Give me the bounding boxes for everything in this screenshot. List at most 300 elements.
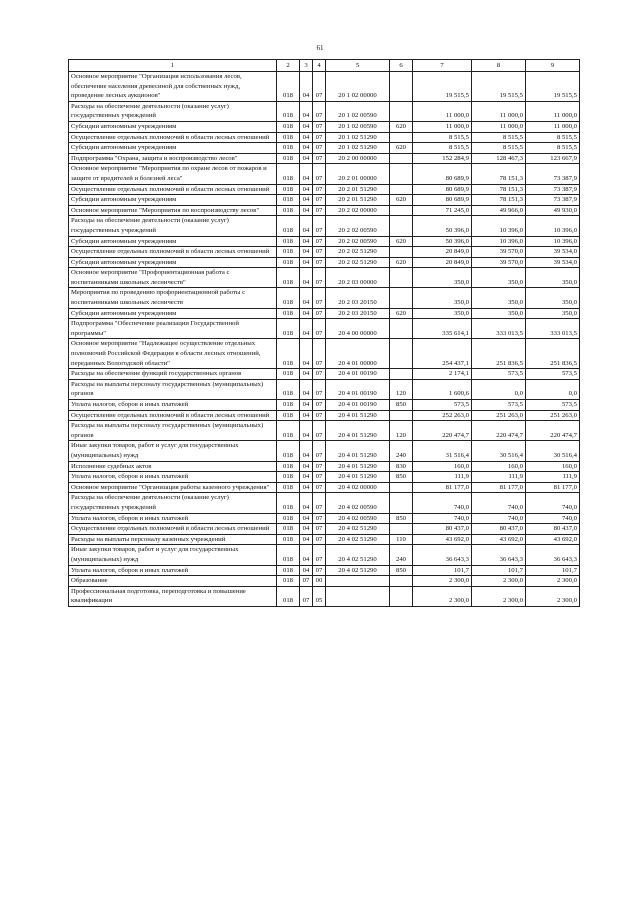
ministry-code: 018 (277, 545, 300, 565)
amount-col-9: 0,0 (526, 379, 580, 399)
amount-col-9: 10 396,0 (526, 216, 580, 236)
expense-type-code: 620 (390, 121, 413, 132)
amount-col-7: 31 516,4 (413, 441, 472, 461)
amount-col-7: 80 437,0 (413, 524, 472, 535)
row-name: Осуществление отдельных полномочий в области лесных отношений (69, 184, 277, 195)
section-code: 04 (300, 288, 313, 308)
expense-type-code (390, 288, 413, 308)
amount-col-7: 254 437,1 (413, 339, 472, 369)
amount-col-7: 80 689,9 (413, 195, 472, 206)
table-row (69, 268, 580, 288)
amount-col-7: 8 515,5 (413, 143, 472, 154)
amount-col-8: 2 300,0 (472, 576, 526, 587)
section-code: 04 (300, 410, 313, 421)
amount-col-7: 220 474,7 (413, 421, 472, 441)
amount-col-7: 71 245,0 (413, 205, 472, 216)
ministry-code: 018 (277, 268, 300, 288)
column-header: 4 (313, 60, 326, 72)
subsection-code: 07 (313, 421, 326, 441)
subsection-code: 07 (313, 72, 326, 102)
ministry-code: 018 (277, 586, 300, 606)
table-row (69, 534, 580, 545)
ministry-code: 018 (277, 565, 300, 576)
amount-col-8: 350,0 (472, 308, 526, 319)
amount-col-7: 11 000,0 (413, 101, 472, 121)
column-header: 8 (472, 60, 526, 72)
ministry-code: 018 (277, 513, 300, 524)
section-code: 04 (300, 513, 313, 524)
section-code: 04 (300, 121, 313, 132)
subsection-code: 07 (313, 410, 326, 421)
target-article-code (326, 576, 390, 587)
amount-col-8: 160,0 (472, 461, 526, 472)
expense-type-code (390, 482, 413, 493)
amount-col-7: 335 614,1 (413, 319, 472, 339)
target-article-code: 20 4 01 51290 (326, 461, 390, 472)
ministry-code: 018 (277, 236, 300, 247)
expense-type-code: 120 (390, 421, 413, 441)
expense-type-code (390, 132, 413, 143)
amount-col-8: 251 263,0 (472, 410, 526, 421)
expense-type-code (390, 268, 413, 288)
section-code: 04 (300, 216, 313, 236)
ministry-code: 018 (277, 143, 300, 154)
row-name: Уплата налогов, сборов и иных платежей (69, 400, 277, 411)
expense-type-code (390, 586, 413, 606)
amount-col-9: 8 515,5 (526, 143, 580, 154)
amount-col-9: 350,0 (526, 308, 580, 319)
section-code: 04 (300, 184, 313, 195)
target-article-code: 20 2 01 00000 (326, 164, 390, 184)
row-name: Расходы на обеспечение деятельности (оказание услуг) государственных учреждений (69, 216, 277, 236)
section-code: 04 (300, 195, 313, 206)
amount-col-7: 50 396,0 (413, 236, 472, 247)
subsection-code: 07 (313, 101, 326, 121)
amount-col-8: 740,0 (472, 513, 526, 524)
column-header: 7 (413, 60, 472, 72)
amount-col-9: 19 515,5 (526, 72, 580, 102)
table-row (69, 545, 580, 565)
row-name: Расходы на выплаты персоналу казенных учреждений (69, 534, 277, 545)
section-code: 04 (300, 153, 313, 164)
amount-col-8: 43 692,0 (472, 534, 526, 545)
section-code: 04 (300, 421, 313, 441)
subsection-code: 07 (313, 268, 326, 288)
subsection-code: 07 (313, 513, 326, 524)
table-row (69, 461, 580, 472)
ministry-code: 018 (277, 472, 300, 483)
subsection-code: 07 (313, 441, 326, 461)
subsection-code: 07 (313, 472, 326, 483)
amount-col-7: 350,0 (413, 288, 472, 308)
amount-col-9: 740,0 (526, 513, 580, 524)
expense-type-code: 850 (390, 513, 413, 524)
subsection-code: 07 (313, 288, 326, 308)
table-row (69, 288, 580, 308)
table-row (69, 236, 580, 247)
target-article-code: 20 4 01 00000 (326, 339, 390, 369)
subsection-code: 07 (313, 216, 326, 236)
row-name: Расходы на обеспечение деятельности (оказание услуг) государственных учреждений (69, 493, 277, 513)
amount-col-9: 251 836,5 (526, 339, 580, 369)
row-name: Расходы на выплаты персоналу государственных (муниципальных) органов (69, 379, 277, 399)
section-code: 04 (300, 268, 313, 288)
amount-col-7: 111,9 (413, 472, 472, 483)
amount-col-7: 101,7 (413, 565, 472, 576)
subsection-code: 07 (313, 482, 326, 493)
subsection-code: 07 (313, 184, 326, 195)
amount-col-8: 36 643,3 (472, 545, 526, 565)
target-article-code: 20 4 01 51290 (326, 410, 390, 421)
ministry-code: 018 (277, 369, 300, 380)
subsection-code: 07 (313, 143, 326, 154)
row-name: Уплата налогов, сборов и иных платежей (69, 472, 277, 483)
row-name: Основное мероприятие "Надлежащее осуществление отдельных полномочий Российской Федерации в области лесных отношений, переданных Вологодской области" (69, 339, 277, 369)
expense-type-code: 850 (390, 565, 413, 576)
ministry-code: 018 (277, 247, 300, 258)
amount-col-9: 81 177,0 (526, 482, 580, 493)
table-row (69, 524, 580, 535)
target-article-code: 20 1 02 51290 (326, 132, 390, 143)
section-code: 04 (300, 369, 313, 380)
ministry-code: 018 (277, 339, 300, 369)
amount-col-8: 350,0 (472, 268, 526, 288)
ministry-code: 018 (277, 195, 300, 206)
section-code: 04 (300, 132, 313, 143)
amount-col-7: 20 849,0 (413, 257, 472, 268)
target-article-code: 20 4 02 51290 (326, 524, 390, 535)
amount-col-9: 101,7 (526, 565, 580, 576)
amount-col-7: 2 174,1 (413, 369, 472, 380)
target-article-code: 20 4 01 51290 (326, 421, 390, 441)
table-row (69, 205, 580, 216)
expense-type-code: 620 (390, 308, 413, 319)
amount-col-9: 111,9 (526, 472, 580, 483)
target-article-code: 20 2 03 20150 (326, 288, 390, 308)
column-header: 6 (390, 60, 413, 72)
section-code: 07 (300, 576, 313, 587)
section-code: 04 (300, 545, 313, 565)
target-article-code: 20 4 01 00190 (326, 379, 390, 399)
row-name: Субсидии автономным учреждениям (69, 308, 277, 319)
amount-col-9: 2 300,0 (526, 576, 580, 587)
row-name: Осуществление отдельных полномочий в области лесных отношений (69, 410, 277, 421)
amount-col-8: 8 515,5 (472, 132, 526, 143)
subsection-code: 07 (313, 524, 326, 535)
expense-type-code (390, 205, 413, 216)
table-row (69, 339, 580, 369)
amount-col-8: 11 000,0 (472, 121, 526, 132)
section-code: 04 (300, 101, 313, 121)
amount-col-8: 78 151,3 (472, 164, 526, 184)
row-name: Основное мероприятие "Организация использования лесов, обеспечение населения древесиной для собственных нужд, проведение лесных аукционов" (69, 72, 277, 102)
amount-col-7: 160,0 (413, 461, 472, 472)
subsection-code: 00 (313, 576, 326, 587)
subsection-code: 07 (313, 400, 326, 411)
ministry-code: 018 (277, 410, 300, 421)
table-row (69, 257, 580, 268)
amount-col-9: 8 515,5 (526, 132, 580, 143)
amount-col-7: 1 600,6 (413, 379, 472, 399)
target-article-code: 20 4 02 00590 (326, 513, 390, 524)
amount-col-7: 19 515,5 (413, 72, 472, 102)
table-row (69, 132, 580, 143)
row-name: Осуществление отдельных полномочий в области лесных отношений (69, 132, 277, 143)
row-name: Профессиональная подготовка, переподготовка и повышение квалификации (69, 586, 277, 606)
amount-col-9: 10 396,0 (526, 236, 580, 247)
expense-type-code: 850 (390, 400, 413, 411)
amount-col-7: 2 300,0 (413, 586, 472, 606)
subsection-code: 07 (313, 339, 326, 369)
table-row (69, 482, 580, 493)
table-row (69, 369, 580, 380)
amount-col-8: 8 515,5 (472, 143, 526, 154)
subsection-code: 07 (313, 369, 326, 380)
amount-col-8: 78 151,3 (472, 195, 526, 206)
target-article-code: 20 4 02 51290 (326, 545, 390, 565)
expense-type-code: 850 (390, 472, 413, 483)
section-code: 04 (300, 524, 313, 535)
table-row (69, 184, 580, 195)
table-row (69, 319, 580, 339)
row-name: Расходы на обеспечение функций государственных органов (69, 369, 277, 380)
section-code: 04 (300, 565, 313, 576)
amount-col-8: 0,0 (472, 379, 526, 399)
subsection-code: 07 (313, 534, 326, 545)
row-name: Подпрограмма "Охрана, защита и воспроизводство лесов" (69, 153, 277, 164)
table-row (69, 121, 580, 132)
section-code: 04 (300, 319, 313, 339)
target-article-code: 20 2 03 20150 (326, 308, 390, 319)
amount-col-7: 350,0 (413, 268, 472, 288)
amount-col-8: 11 000,0 (472, 101, 526, 121)
amount-col-7: 252 263,0 (413, 410, 472, 421)
budget-table (68, 59, 580, 607)
target-article-code: 20 2 03 00000 (326, 268, 390, 288)
section-code: 04 (300, 143, 313, 154)
row-name: Уплата налогов, сборов и иных платежей (69, 565, 277, 576)
subsection-code: 07 (313, 247, 326, 258)
target-article-code: 20 2 01 51290 (326, 184, 390, 195)
amount-col-9: 49 930,0 (526, 205, 580, 216)
expense-type-code (390, 101, 413, 121)
subsection-code: 07 (313, 257, 326, 268)
expense-type-code: 110 (390, 534, 413, 545)
amount-col-9: 123 667,9 (526, 153, 580, 164)
amount-col-9: 39 534,0 (526, 247, 580, 258)
row-name: Субсидии автономным учреждениям (69, 195, 277, 206)
expense-type-code (390, 576, 413, 587)
table-row (69, 421, 580, 441)
amount-col-7: 81 177,0 (413, 482, 472, 493)
table-row (69, 576, 580, 587)
table-row (69, 379, 580, 399)
subsection-code: 07 (313, 164, 326, 184)
amount-col-8: 39 570,0 (472, 247, 526, 258)
table-row (69, 586, 580, 606)
column-header: 5 (326, 60, 390, 72)
section-code: 04 (300, 308, 313, 319)
row-name: Субсидии автономным учреждениям (69, 143, 277, 154)
section-code: 04 (300, 441, 313, 461)
amount-col-9: 220 474,7 (526, 421, 580, 441)
target-article-code: 20 4 01 00190 (326, 369, 390, 380)
amount-col-9: 73 387,9 (526, 195, 580, 206)
table-row (69, 195, 580, 206)
amount-col-7: 350,0 (413, 308, 472, 319)
row-name: Основное мероприятие "Профориентационная работа с воспитанниками школьных лесничеств" (69, 268, 277, 288)
target-article-code: 20 4 02 00590 (326, 493, 390, 513)
ministry-code: 018 (277, 257, 300, 268)
expense-type-code (390, 410, 413, 421)
section-code: 04 (300, 72, 313, 102)
expense-type-code: 830 (390, 461, 413, 472)
ministry-code: 018 (277, 121, 300, 132)
amount-col-8: 111,9 (472, 472, 526, 483)
subsection-code: 07 (313, 195, 326, 206)
table-row (69, 153, 580, 164)
amount-col-8: 573,5 (472, 369, 526, 380)
amount-col-7: 740,0 (413, 513, 472, 524)
subsection-code: 07 (313, 461, 326, 472)
amount-col-8: 740,0 (472, 493, 526, 513)
amount-col-8: 333 013,5 (472, 319, 526, 339)
ministry-code: 018 (277, 400, 300, 411)
amount-col-8: 39 570,0 (472, 257, 526, 268)
ministry-code: 018 (277, 184, 300, 195)
amount-col-9: 2 300,0 (526, 586, 580, 606)
section-code: 04 (300, 493, 313, 513)
ministry-code: 018 (277, 493, 300, 513)
table-row (69, 308, 580, 319)
row-name: Основное мероприятие "Мероприятия по охране лесов от пожаров и защите от вредителей и болезней леса" (69, 164, 277, 184)
target-article-code: 20 4 02 00000 (326, 482, 390, 493)
ministry-code: 018 (277, 153, 300, 164)
subsection-code: 07 (313, 545, 326, 565)
ministry-code: 018 (277, 132, 300, 143)
table-row (69, 441, 580, 461)
amount-col-8: 30 516,4 (472, 441, 526, 461)
amount-col-8: 251 836,5 (472, 339, 526, 369)
target-article-code: 20 2 02 00000 (326, 205, 390, 216)
amount-col-9: 251 263,0 (526, 410, 580, 421)
ministry-code: 018 (277, 205, 300, 216)
amount-col-9: 43 692,0 (526, 534, 580, 545)
target-article-code: 20 2 02 00590 (326, 236, 390, 247)
amount-col-7: 2 300,0 (413, 576, 472, 587)
amount-col-8: 81 177,0 (472, 482, 526, 493)
ministry-code: 018 (277, 524, 300, 535)
amount-col-9: 740,0 (526, 493, 580, 513)
target-article-code: 20 1 02 00590 (326, 121, 390, 132)
subsection-code: 07 (313, 308, 326, 319)
expense-type-code (390, 319, 413, 339)
amount-col-9: 160,0 (526, 461, 580, 472)
amount-col-8: 78 151,3 (472, 184, 526, 195)
row-name: Уплата налогов, сборов и иных платежей (69, 513, 277, 524)
page-number: 61 (316, 44, 324, 52)
amount-col-7: 36 643,3 (413, 545, 472, 565)
table-row (69, 493, 580, 513)
section-code: 07 (300, 586, 313, 606)
target-article-code: 20 1 02 00590 (326, 101, 390, 121)
expense-type-code: 620 (390, 257, 413, 268)
amount-col-7: 573,5 (413, 400, 472, 411)
amount-col-7: 11 000,0 (413, 121, 472, 132)
amount-col-9: 36 643,3 (526, 545, 580, 565)
ministry-code: 018 (277, 482, 300, 493)
amount-col-7: 152 284,9 (413, 153, 472, 164)
amount-col-9: 333 013,5 (526, 319, 580, 339)
table-row (69, 472, 580, 483)
amount-col-8: 2 300,0 (472, 586, 526, 606)
amount-col-7: 80 689,9 (413, 164, 472, 184)
amount-col-7: 50 396,0 (413, 216, 472, 236)
amount-col-9: 573,5 (526, 400, 580, 411)
table-row (69, 410, 580, 421)
table-row (69, 513, 580, 524)
subsection-code: 07 (313, 205, 326, 216)
subsection-code: 07 (313, 319, 326, 339)
target-article-code: 20 4 01 51290 (326, 472, 390, 483)
target-article-code: 20 2 00 00000 (326, 153, 390, 164)
column-header: 2 (277, 60, 300, 72)
row-name: Основное мероприятие "Организация работы казенного учреждения" (69, 482, 277, 493)
amount-col-8: 350,0 (472, 288, 526, 308)
expense-type-code: 620 (390, 195, 413, 206)
target-article-code: 20 2 02 51290 (326, 257, 390, 268)
row-name: Исполнение судебных актов (69, 461, 277, 472)
expense-type-code: 240 (390, 545, 413, 565)
section-code: 04 (300, 164, 313, 184)
amount-col-8: 10 396,0 (472, 236, 526, 247)
target-article-code: 20 4 00 00000 (326, 319, 390, 339)
expense-type-code (390, 524, 413, 535)
amount-col-8: 220 474,7 (472, 421, 526, 441)
row-name: Расходы на обеспечение деятельности (оказание услуг) государственных учреждений (69, 101, 277, 121)
section-code: 04 (300, 257, 313, 268)
table-body (69, 72, 580, 607)
target-article-code: 20 2 02 00590 (326, 216, 390, 236)
section-code: 04 (300, 400, 313, 411)
target-article-code: 20 1 02 00000 (326, 72, 390, 102)
amount-col-9: 39 534,0 (526, 257, 580, 268)
amount-col-8: 49 966,0 (472, 205, 526, 216)
amount-col-8: 101,7 (472, 565, 526, 576)
expense-type-code (390, 153, 413, 164)
subsection-code: 07 (313, 132, 326, 143)
table-row (69, 400, 580, 411)
table-row (69, 72, 580, 102)
table-row (69, 216, 580, 236)
section-code: 04 (300, 461, 313, 472)
section-code: 04 (300, 534, 313, 545)
row-name: Основное мероприятие "Мероприятия по воспроизводству лесов" (69, 205, 277, 216)
section-code: 04 (300, 339, 313, 369)
subsection-code: 07 (313, 153, 326, 164)
column-header: 9 (526, 60, 580, 72)
target-article-code: 20 4 01 51290 (326, 441, 390, 461)
expense-type-code (390, 184, 413, 195)
section-code: 04 (300, 472, 313, 483)
ministry-code: 018 (277, 72, 300, 102)
amount-col-9: 350,0 (526, 288, 580, 308)
target-article-code (326, 586, 390, 606)
amount-col-9: 11 000,0 (526, 101, 580, 121)
subsection-code: 07 (313, 121, 326, 132)
row-name: Мероприятия по проведению профориентационной работы с воспитанниками школьных лесничеств (69, 288, 277, 308)
ministry-code: 018 (277, 534, 300, 545)
